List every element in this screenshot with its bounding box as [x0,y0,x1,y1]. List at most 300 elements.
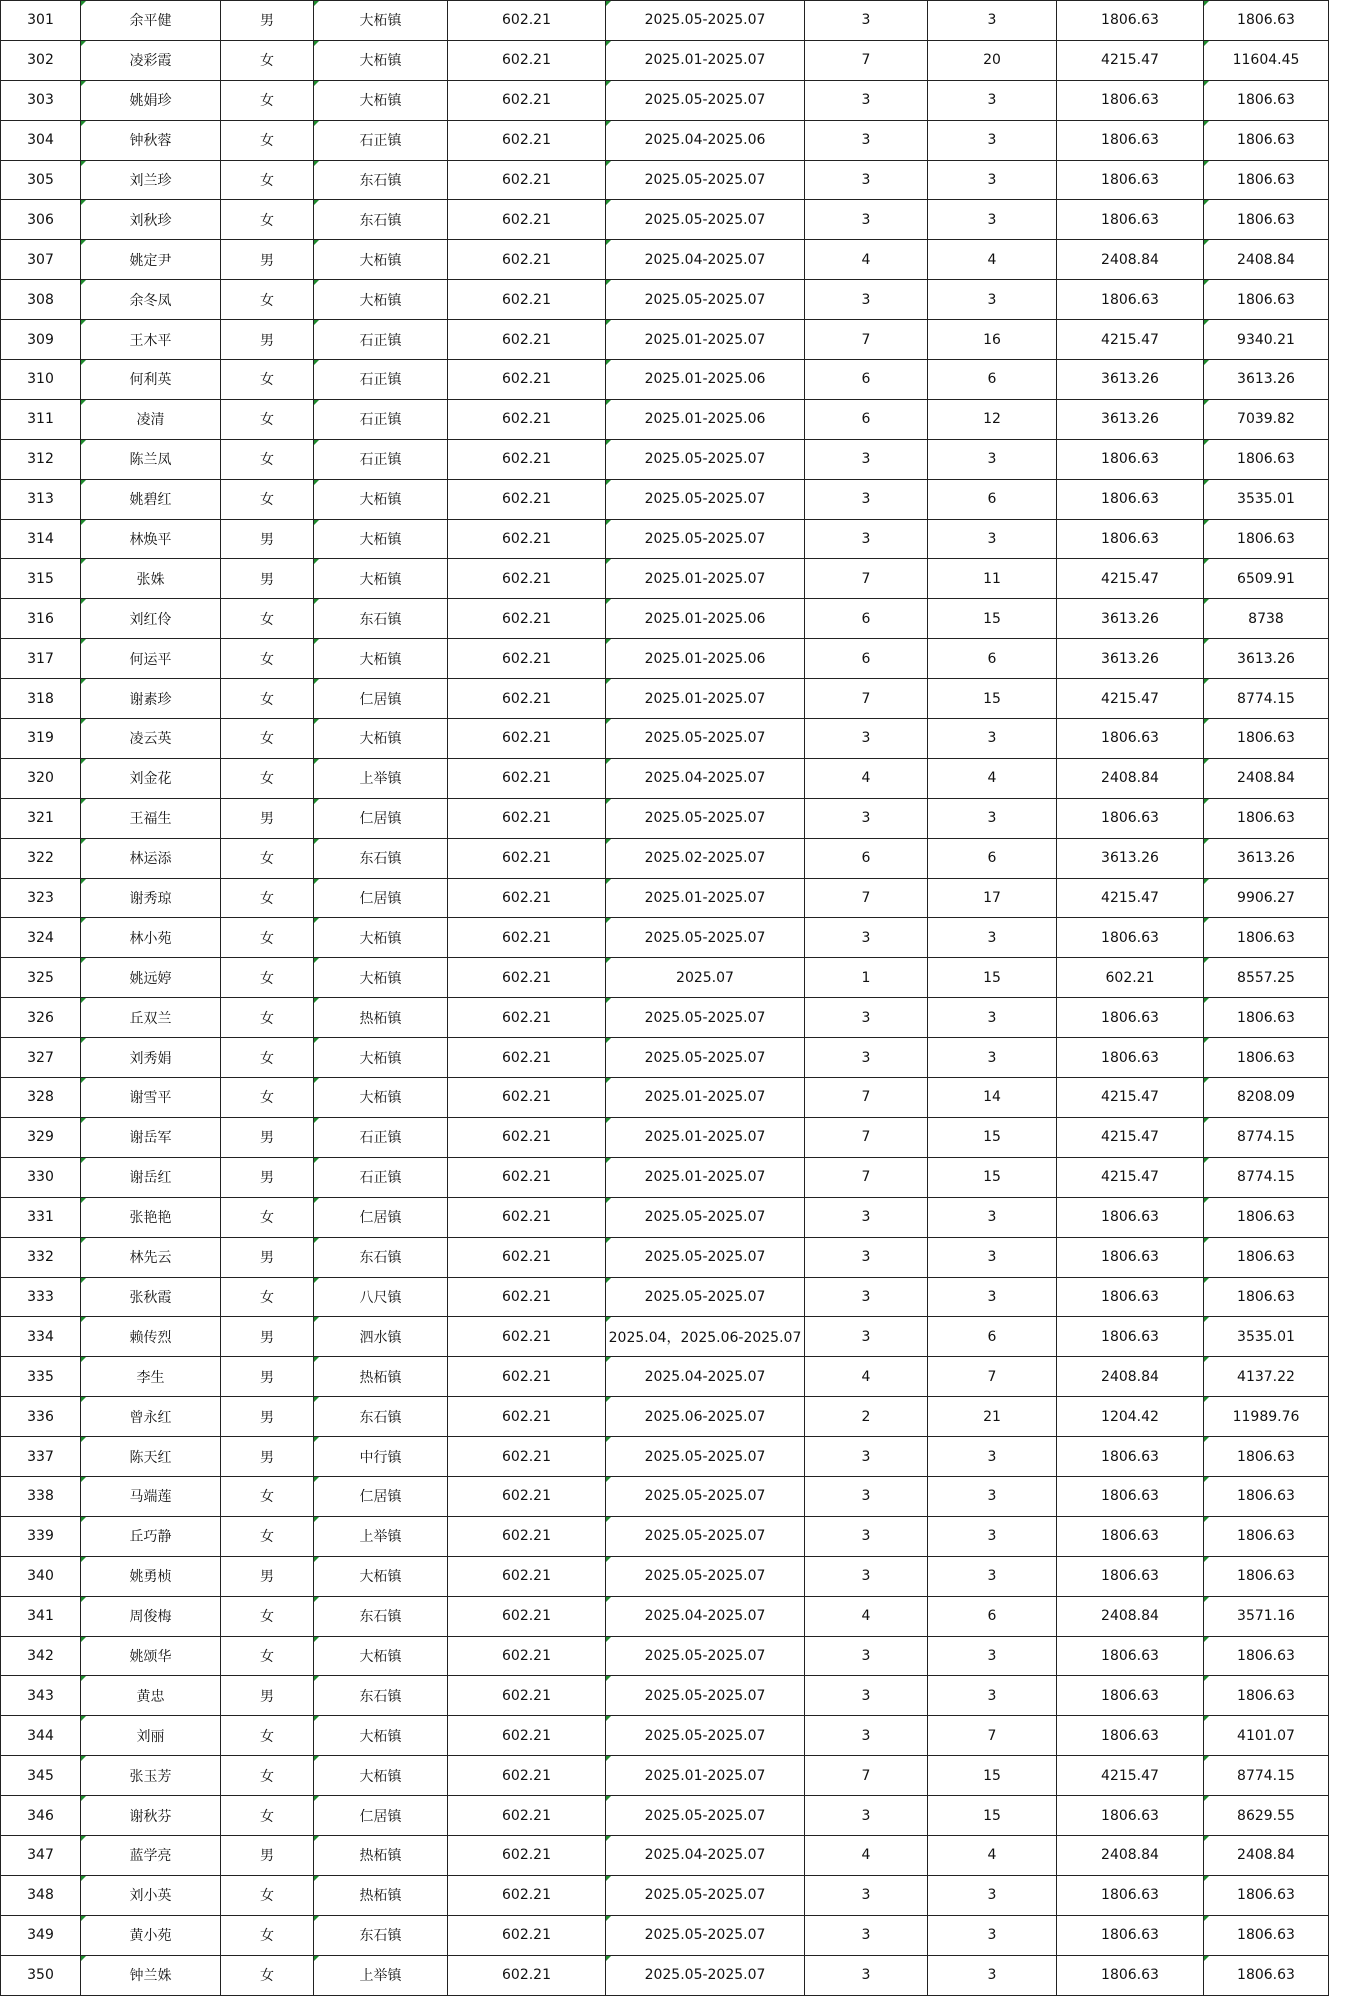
standard-amount-cell[interactable]: 602.21 [448,320,606,360]
total-amount-cell[interactable]: 1806.63 [1204,1,1329,41]
total-amount-cell[interactable]: 9340.21 [1204,320,1329,360]
period-cell[interactable]: 2025.01-2025.07 [606,40,805,80]
period-amount-cell[interactable]: 1806.63 [1057,798,1204,838]
row-number-cell[interactable]: 338 [1,1476,81,1516]
gender-cell[interactable]: 女 [221,1796,314,1836]
name-cell[interactable]: 姚定尹 [81,240,221,280]
standard-amount-cell[interactable]: 602.21 [448,1716,606,1756]
name-cell[interactable]: 林运添 [81,838,221,878]
gender-cell[interactable]: 女 [221,200,314,240]
row-number-cell[interactable]: 302 [1,40,81,80]
standard-amount-cell[interactable]: 602.21 [448,1197,606,1237]
total-amount-cell[interactable]: 1806.63 [1204,998,1329,1038]
months-cell[interactable]: 3 [805,280,928,320]
period-amount-cell[interactable]: 2408.84 [1057,1357,1204,1397]
town-cell[interactable]: 石正镇 [314,439,448,479]
total-months-cell[interactable]: 6 [928,639,1057,679]
period-amount-cell[interactable]: 4215.47 [1057,1117,1204,1157]
standard-amount-cell[interactable]: 602.21 [448,200,606,240]
name-cell[interactable]: 谢岳军 [81,1117,221,1157]
town-cell[interactable]: 大柘镇 [314,639,448,679]
standard-amount-cell[interactable]: 602.21 [448,280,606,320]
period-amount-cell[interactable]: 1806.63 [1057,1277,1204,1317]
standard-amount-cell[interactable]: 602.21 [448,1357,606,1397]
months-cell[interactable]: 7 [805,878,928,918]
total-amount-cell[interactable]: 1806.63 [1204,80,1329,120]
months-cell[interactable]: 3 [805,519,928,559]
period-amount-cell[interactable]: 1806.63 [1057,1556,1204,1596]
months-cell[interactable]: 3 [805,80,928,120]
town-cell[interactable]: 大柘镇 [314,1756,448,1796]
town-cell[interactable]: 大柘镇 [314,1078,448,1118]
name-cell[interactable]: 刘小英 [81,1875,221,1915]
row-number-cell[interactable]: 316 [1,599,81,639]
period-cell[interactable]: 2025.06-2025.07 [606,1397,805,1437]
total-amount-cell[interactable]: 1806.63 [1204,1915,1329,1955]
gender-cell[interactable]: 女 [221,399,314,439]
row-number-cell[interactable]: 344 [1,1716,81,1756]
period-amount-cell[interactable]: 1806.63 [1057,719,1204,759]
name-cell[interactable]: 王木平 [81,320,221,360]
period-cell[interactable]: 2025.05-2025.07 [606,719,805,759]
name-cell[interactable]: 蓝学亮 [81,1835,221,1875]
months-cell[interactable]: 7 [805,1756,928,1796]
period-amount-cell[interactable]: 1204.42 [1057,1397,1204,1437]
standard-amount-cell[interactable]: 602.21 [448,758,606,798]
standard-amount-cell[interactable]: 602.21 [448,559,606,599]
name-cell[interactable]: 姚碧红 [81,479,221,519]
months-cell[interactable]: 3 [805,1437,928,1477]
standard-amount-cell[interactable]: 602.21 [448,120,606,160]
gender-cell[interactable]: 男 [221,1676,314,1716]
period-amount-cell[interactable]: 2408.84 [1057,1596,1204,1636]
total-months-cell[interactable]: 3 [928,439,1057,479]
town-cell[interactable]: 大柘镇 [314,918,448,958]
town-cell[interactable]: 八尺镇 [314,1277,448,1317]
period-cell[interactable]: 2025.01-2025.06 [606,360,805,400]
total-months-cell[interactable]: 15 [928,1117,1057,1157]
gender-cell[interactable]: 女 [221,1716,314,1756]
period-amount-cell[interactable]: 3613.26 [1057,599,1204,639]
row-number-cell[interactable]: 330 [1,1157,81,1197]
period-amount-cell[interactable]: 1806.63 [1057,1955,1204,1995]
standard-amount-cell[interactable]: 602.21 [448,1636,606,1676]
period-cell[interactable]: 2025.01-2025.07 [606,559,805,599]
name-cell[interactable]: 姚颂华 [81,1636,221,1676]
period-amount-cell[interactable]: 3613.26 [1057,360,1204,400]
town-cell[interactable]: 热柘镇 [314,1875,448,1915]
gender-cell[interactable]: 女 [221,758,314,798]
row-number-cell[interactable]: 308 [1,280,81,320]
town-cell[interactable]: 热柘镇 [314,1835,448,1875]
name-cell[interactable]: 林小苑 [81,918,221,958]
months-cell[interactable]: 7 [805,40,928,80]
months-cell[interactable]: 7 [805,320,928,360]
standard-amount-cell[interactable]: 602.21 [448,599,606,639]
name-cell[interactable]: 张秋霞 [81,1277,221,1317]
months-cell[interactable]: 4 [805,1596,928,1636]
months-cell[interactable]: 7 [805,1157,928,1197]
town-cell[interactable]: 大柘镇 [314,280,448,320]
gender-cell[interactable]: 男 [221,1437,314,1477]
months-cell[interactable]: 3 [805,1,928,41]
row-number-cell[interactable]: 335 [1,1357,81,1397]
row-number-cell[interactable]: 349 [1,1915,81,1955]
town-cell[interactable]: 东石镇 [314,599,448,639]
total-amount-cell[interactable]: 1806.63 [1204,160,1329,200]
months-cell[interactable]: 3 [805,1716,928,1756]
name-cell[interactable]: 刘秋珍 [81,200,221,240]
total-amount-cell[interactable]: 1806.63 [1204,1955,1329,1995]
total-months-cell[interactable]: 14 [928,1078,1057,1118]
months-cell[interactable]: 4 [805,240,928,280]
total-amount-cell[interactable]: 1806.63 [1204,439,1329,479]
standard-amount-cell[interactable]: 602.21 [448,1556,606,1596]
gender-cell[interactable]: 女 [221,120,314,160]
gender-cell[interactable]: 女 [221,160,314,200]
total-months-cell[interactable]: 4 [928,240,1057,280]
row-number-cell[interactable]: 326 [1,998,81,1038]
period-cell[interactable]: 2025.05-2025.07 [606,80,805,120]
period-cell[interactable]: 2025.01-2025.07 [606,1078,805,1118]
months-cell[interactable]: 3 [805,200,928,240]
name-cell[interactable]: 马端莲 [81,1476,221,1516]
row-number-cell[interactable]: 305 [1,160,81,200]
town-cell[interactable]: 仁居镇 [314,1476,448,1516]
period-cell[interactable]: 2025.04-2025.07 [606,1357,805,1397]
town-cell[interactable]: 石正镇 [314,120,448,160]
gender-cell[interactable]: 女 [221,1636,314,1676]
period-amount-cell[interactable]: 1806.63 [1057,1317,1204,1357]
name-cell[interactable]: 谢秀琼 [81,878,221,918]
gender-cell[interactable]: 女 [221,1915,314,1955]
row-number-cell[interactable]: 334 [1,1317,81,1357]
standard-amount-cell[interactable]: 602.21 [448,240,606,280]
total-months-cell[interactable]: 3 [928,998,1057,1038]
total-months-cell[interactable]: 3 [928,1955,1057,1995]
standard-amount-cell[interactable]: 602.21 [448,1835,606,1875]
total-months-cell[interactable]: 12 [928,399,1057,439]
months-cell[interactable]: 3 [805,719,928,759]
total-amount-cell[interactable]: 8738 [1204,599,1329,639]
name-cell[interactable]: 林焕平 [81,519,221,559]
row-number-cell[interactable]: 304 [1,120,81,160]
name-cell[interactable]: 张玉芳 [81,1756,221,1796]
months-cell[interactable]: 1 [805,958,928,998]
total-amount-cell[interactable]: 1806.63 [1204,280,1329,320]
gender-cell[interactable]: 女 [221,599,314,639]
name-cell[interactable]: 何利英 [81,360,221,400]
standard-amount-cell[interactable]: 602.21 [448,399,606,439]
name-cell[interactable]: 张姝 [81,559,221,599]
period-cell[interactable]: 2025.05-2025.07 [606,1476,805,1516]
total-months-cell[interactable]: 15 [928,599,1057,639]
row-number-cell[interactable]: 301 [1,1,81,41]
period-amount-cell[interactable]: 4215.47 [1057,878,1204,918]
months-cell[interactable]: 3 [805,1875,928,1915]
period-amount-cell[interactable]: 1806.63 [1057,280,1204,320]
period-amount-cell[interactable]: 1806.63 [1057,1437,1204,1477]
gender-cell[interactable]: 女 [221,80,314,120]
gender-cell[interactable]: 女 [221,878,314,918]
total-amount-cell[interactable]: 11989.76 [1204,1397,1329,1437]
gender-cell[interactable]: 女 [221,719,314,759]
period-cell[interactable]: 2025.04-2025.07 [606,1835,805,1875]
total-amount-cell[interactable]: 1806.63 [1204,798,1329,838]
period-amount-cell[interactable]: 4215.47 [1057,1157,1204,1197]
period-cell[interactable]: 2025.01-2025.06 [606,639,805,679]
standard-amount-cell[interactable]: 602.21 [448,1955,606,1995]
total-months-cell[interactable]: 3 [928,1476,1057,1516]
gender-cell[interactable]: 男 [221,1357,314,1397]
gender-cell[interactable]: 男 [221,1117,314,1157]
months-cell[interactable]: 3 [805,1556,928,1596]
town-cell[interactable]: 东石镇 [314,1397,448,1437]
months-cell[interactable]: 6 [805,399,928,439]
name-cell[interactable]: 陈天红 [81,1437,221,1477]
total-months-cell[interactable]: 3 [928,80,1057,120]
total-months-cell[interactable]: 6 [928,1596,1057,1636]
total-amount-cell[interactable]: 1806.63 [1204,1556,1329,1596]
total-amount-cell[interactable]: 1806.63 [1204,1636,1329,1676]
gender-cell[interactable]: 女 [221,958,314,998]
standard-amount-cell[interactable]: 602.21 [448,1397,606,1437]
gender-cell[interactable]: 男 [221,1397,314,1437]
name-cell[interactable]: 谢雪平 [81,1078,221,1118]
town-cell[interactable]: 东石镇 [314,838,448,878]
total-months-cell[interactable]: 6 [928,479,1057,519]
gender-cell[interactable]: 男 [221,1556,314,1596]
gender-cell[interactable]: 男 [221,1317,314,1357]
total-amount-cell[interactable]: 1806.63 [1204,1437,1329,1477]
period-cell[interactable]: 2025.02-2025.07 [606,838,805,878]
town-cell[interactable]: 东石镇 [314,160,448,200]
period-amount-cell[interactable]: 1806.63 [1057,479,1204,519]
town-cell[interactable]: 大柘镇 [314,240,448,280]
row-number-cell[interactable]: 328 [1,1078,81,1118]
period-cell[interactable]: 2025.01-2025.07 [606,1756,805,1796]
town-cell[interactable]: 上举镇 [314,758,448,798]
gender-cell[interactable]: 男 [221,1,314,41]
row-number-cell[interactable]: 315 [1,559,81,599]
total-months-cell[interactable]: 11 [928,559,1057,599]
standard-amount-cell[interactable]: 602.21 [448,519,606,559]
months-cell[interactable]: 3 [805,798,928,838]
gender-cell[interactable]: 女 [221,1277,314,1317]
total-months-cell[interactable]: 3 [928,1197,1057,1237]
total-months-cell[interactable]: 3 [928,1636,1057,1676]
standard-amount-cell[interactable]: 602.21 [448,1796,606,1836]
period-cell[interactable]: 2025.05-2025.07 [606,1915,805,1955]
period-amount-cell[interactable]: 1806.63 [1057,1516,1204,1556]
row-number-cell[interactable]: 306 [1,200,81,240]
gender-cell[interactable]: 女 [221,1516,314,1556]
period-amount-cell[interactable]: 1806.63 [1057,1197,1204,1237]
months-cell[interactable]: 3 [805,120,928,160]
row-number-cell[interactable]: 329 [1,1117,81,1157]
town-cell[interactable]: 大柘镇 [314,40,448,80]
name-cell[interactable]: 姚远婷 [81,958,221,998]
standard-amount-cell[interactable]: 602.21 [448,360,606,400]
standard-amount-cell[interactable]: 602.21 [448,1676,606,1716]
name-cell[interactable]: 姚勇桢 [81,1556,221,1596]
row-number-cell[interactable]: 313 [1,479,81,519]
months-cell[interactable]: 6 [805,360,928,400]
total-months-cell[interactable]: 15 [928,1157,1057,1197]
gender-cell[interactable]: 男 [221,798,314,838]
total-months-cell[interactable]: 3 [928,798,1057,838]
total-amount-cell[interactable]: 2408.84 [1204,758,1329,798]
period-cell[interactable]: 2025.05-2025.07 [606,1197,805,1237]
total-months-cell[interactable]: 3 [928,1516,1057,1556]
period-cell[interactable]: 2025.01-2025.07 [606,878,805,918]
name-cell[interactable]: 谢秋芬 [81,1796,221,1836]
period-cell[interactable]: 2025.04-2025.06 [606,120,805,160]
total-months-cell[interactable]: 3 [928,1038,1057,1078]
total-months-cell[interactable]: 6 [928,360,1057,400]
town-cell[interactable]: 大柘镇 [314,1,448,41]
total-months-cell[interactable]: 3 [928,1277,1057,1317]
total-amount-cell[interactable]: 2408.84 [1204,1835,1329,1875]
gender-cell[interactable]: 男 [221,1157,314,1197]
standard-amount-cell[interactable]: 602.21 [448,1,606,41]
name-cell[interactable]: 钟兰姝 [81,1955,221,1995]
period-amount-cell[interactable]: 2408.84 [1057,758,1204,798]
total-amount-cell[interactable]: 1806.63 [1204,1875,1329,1915]
row-number-cell[interactable]: 310 [1,360,81,400]
period-cell[interactable]: 2025.05-2025.07 [606,1,805,41]
months-cell[interactable]: 3 [805,1915,928,1955]
total-amount-cell[interactable]: 1806.63 [1204,519,1329,559]
standard-amount-cell[interactable]: 602.21 [448,1476,606,1516]
period-cell[interactable]: 2025.04-2025.07 [606,758,805,798]
total-months-cell[interactable]: 3 [928,1,1057,41]
gender-cell[interactable]: 女 [221,998,314,1038]
period-cell[interactable]: 2025.05-2025.07 [606,1796,805,1836]
town-cell[interactable]: 大柘镇 [314,958,448,998]
period-cell[interactable]: 2025.05-2025.07 [606,519,805,559]
months-cell[interactable]: 3 [805,439,928,479]
town-cell[interactable]: 泗水镇 [314,1317,448,1357]
total-months-cell[interactable]: 3 [928,1915,1057,1955]
total-months-cell[interactable]: 4 [928,1835,1057,1875]
total-amount-cell[interactable]: 3571.16 [1204,1596,1329,1636]
total-months-cell[interactable]: 16 [928,320,1057,360]
period-cell[interactable]: 2025.05-2025.07 [606,200,805,240]
row-number-cell[interactable]: 343 [1,1676,81,1716]
total-amount-cell[interactable]: 4137.22 [1204,1357,1329,1397]
name-cell[interactable]: 刘兰珍 [81,160,221,200]
total-amount-cell[interactable]: 1806.63 [1204,918,1329,958]
name-cell[interactable]: 王福生 [81,798,221,838]
name-cell[interactable]: 凌清 [81,399,221,439]
total-amount-cell[interactable]: 1806.63 [1204,1277,1329,1317]
row-number-cell[interactable]: 311 [1,399,81,439]
standard-amount-cell[interactable]: 602.21 [448,798,606,838]
standard-amount-cell[interactable]: 602.21 [448,998,606,1038]
period-cell[interactable]: 2025.01-2025.07 [606,1157,805,1197]
period-cell[interactable]: 2025.05-2025.07 [606,439,805,479]
total-amount-cell[interactable]: 8629.55 [1204,1796,1329,1836]
name-cell[interactable]: 余平健 [81,1,221,41]
row-number-cell[interactable]: 345 [1,1756,81,1796]
name-cell[interactable]: 黄忠 [81,1676,221,1716]
total-amount-cell[interactable]: 1806.63 [1204,1237,1329,1277]
standard-amount-cell[interactable]: 602.21 [448,479,606,519]
period-cell[interactable]: 2025.05-2025.07 [606,160,805,200]
town-cell[interactable]: 仁居镇 [314,679,448,719]
period-amount-cell[interactable]: 1806.63 [1057,998,1204,1038]
row-number-cell[interactable]: 337 [1,1437,81,1477]
period-cell[interactable]: 2025.05-2025.07 [606,1636,805,1676]
months-cell[interactable]: 3 [805,479,928,519]
name-cell[interactable]: 凌彩霞 [81,40,221,80]
standard-amount-cell[interactable]: 602.21 [448,838,606,878]
total-months-cell[interactable]: 3 [928,160,1057,200]
period-amount-cell[interactable]: 1806.63 [1057,439,1204,479]
period-amount-cell[interactable]: 1806.63 [1057,1476,1204,1516]
period-cell[interactable]: 2025.04，2025.06-2025.07 [606,1317,805,1357]
town-cell[interactable]: 中行镇 [314,1437,448,1477]
total-amount-cell[interactable]: 1806.63 [1204,1516,1329,1556]
row-number-cell[interactable]: 303 [1,80,81,120]
period-cell[interactable]: 2025.01-2025.07 [606,320,805,360]
months-cell[interactable]: 3 [805,1317,928,1357]
total-months-cell[interactable]: 3 [928,918,1057,958]
gender-cell[interactable]: 女 [221,1038,314,1078]
town-cell[interactable]: 东石镇 [314,1676,448,1716]
total-amount-cell[interactable]: 1806.63 [1204,120,1329,160]
town-cell[interactable]: 大柘镇 [314,1556,448,1596]
name-cell[interactable]: 刘红伶 [81,599,221,639]
name-cell[interactable]: 陈兰凤 [81,439,221,479]
period-amount-cell[interactable]: 1806.63 [1057,1237,1204,1277]
town-cell[interactable]: 大柘镇 [314,1716,448,1756]
name-cell[interactable]: 刘丽 [81,1716,221,1756]
town-cell[interactable]: 东石镇 [314,1596,448,1636]
standard-amount-cell[interactable]: 602.21 [448,1277,606,1317]
standard-amount-cell[interactable]: 602.21 [448,160,606,200]
standard-amount-cell[interactable]: 602.21 [448,639,606,679]
gender-cell[interactable]: 男 [221,519,314,559]
gender-cell[interactable]: 女 [221,1596,314,1636]
total-months-cell[interactable]: 15 [928,958,1057,998]
total-amount-cell[interactable]: 1806.63 [1204,1476,1329,1516]
town-cell[interactable]: 热柘镇 [314,998,448,1038]
gender-cell[interactable]: 男 [221,240,314,280]
name-cell[interactable]: 丘巧静 [81,1516,221,1556]
months-cell[interactable]: 7 [805,559,928,599]
row-number-cell[interactable]: 325 [1,958,81,998]
period-amount-cell[interactable]: 602.21 [1057,958,1204,998]
period-amount-cell[interactable]: 4215.47 [1057,679,1204,719]
period-amount-cell[interactable]: 1806.63 [1057,1796,1204,1836]
total-amount-cell[interactable]: 1806.63 [1204,1676,1329,1716]
row-number-cell[interactable]: 348 [1,1875,81,1915]
name-cell[interactable]: 刘秀娟 [81,1038,221,1078]
period-amount-cell[interactable]: 1806.63 [1057,200,1204,240]
period-cell[interactable]: 2025.05-2025.07 [606,1237,805,1277]
months-cell[interactable]: 3 [805,918,928,958]
town-cell[interactable]: 大柘镇 [314,1038,448,1078]
standard-amount-cell[interactable]: 602.21 [448,1596,606,1636]
row-number-cell[interactable]: 331 [1,1197,81,1237]
months-cell[interactable]: 6 [805,639,928,679]
period-cell[interactable]: 2025.05-2025.07 [606,1516,805,1556]
total-months-cell[interactable]: 20 [928,40,1057,80]
period-cell[interactable]: 2025.04-2025.07 [606,1596,805,1636]
town-cell[interactable]: 仁居镇 [314,1796,448,1836]
